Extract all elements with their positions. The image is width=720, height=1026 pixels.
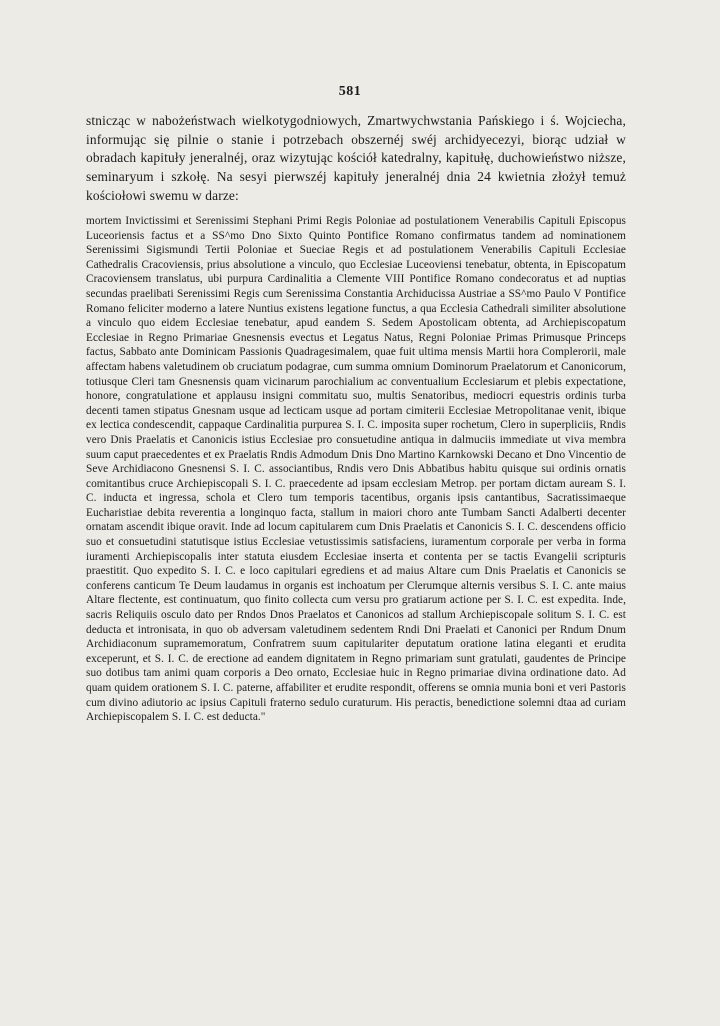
page-number: 581 (338, 84, 362, 99)
quote-text: mortem Invictissimi et Serenissimi Stephani Primi Regis Poloniae ad postulationem Venerabilis Capituli Episcopus Luceoriensis factus et a SS^mo Dno Sixto Quinto Pontifice Romano confirmatus tandem ad nominationem Serenissimi Sigismundi Tertii Poloniae et Sueciae Regis et ad postulationem Venerabilis Capituli Ecclesiae Cathedralis Cracoviensis, prius absolutione a vinculo, quo Ecclesiae Luceoviensi tenebatur, obtenta, in Episcopatum Cracoviensem translatus, ubi purpura Cardinalitia a Clemente VIII Pontifice Romano condecoratus et ad nuptias secundas praelibati Serenissimi Regis cum Serenissima Constantia Archiducissa Austriae a SS^mo Paulo V Pontifice Romano feliciter moderno a latere Nuntius existens legatione functus, a qua Ecclesia Cathedrali similiter absolutione a vinculo quo eidem Ecclesiae tenebatur, apud eandem S. Sedem Apostolicam obtenta, ad Archiepiscopatum Ecclesiae in Regno Primariae Gnesnensis evectus et Legatus Natus, Regni Poloniae Primas Primusque Princeps factus, Sabbato ante Dominicam Passionis Quadragesimalem, quae fuit ultima mensis Martii hora Complerorii, male affectam habens valetudinem ob cruciatum podagrae, cum summa omnium Dominorum Praelatorum et Canonicorum, totiusque Cleri tam Gnesnensis quam vicinarum parochialium ac conventualium Ecclesiarum et plebis expectatione, honore, congratulatione et applausu insigni commitatu suo, multis Senatoribus, mediocri equestris ordinis turba decenti tamen stipatus Gnesnam usque ad lecticam usque ad portam cimiterii Ecclesiae Metropolitanae venit, ibique ex lectica condescendit, cappaque Cardinalitia purpurea S. I. C. imposita super rochetum, Clero in superpliciis, Rndis vero Dnis Praelatis et Canonicis istius Ecclesiae pro consuetudine antiqua in dalmuciis immediate ut viva membra suum caput praecedentes et ex Praelatis Rndis Admodum Dnis Dno Martino Karnkowski Decano et Dno Vincentio de Seve Archidiacono Gnesnensi S. I. C. associantibus, Rndis vero Dnis Abbatibus habitu quisque sui ordinis ornatis comitantibus cruce Archiepiscopali S. I. C. praecedente ad ipsam ecclesiam Metrop. per portam dictam auream S. I. C. inducta et ingressa, schola et Clero tum temporis tacentibus, organis ipsis cantantibus, Sacratissimaeque Eucharistiae debita reverentia a longinquo facta, stallum in maiori choro ante Tumbam Sancti Adalberti decenter ornatam ascendit ibique oravit. Inde ad locum capitularem cum Dnis Praelatis et Canonicis S. I. C. descendens officio suo et consuetudini statutisque istius Ecclesiae vetustissimis satisfaciens, iuramentum corporale per verba in forma iuramenti Archiepiscopalis inter statuta eiusdem Ecclesiae inserta et contenta per se tactis Evangelii scripturis praestitit. Quo expedito S. I. C. e loco capitulari egrediens et ad maius Altare cum Dnis Praelatis et Canonicis se conferens canticum Te Deum laudamus in organis est inchoatum per Clerumque alternis versibus S. I. C. ante maius Altare flectente, est continuatum, quo finito collecta cum versu pro gratiarum actione per S. I. C. est expedita. Inde, sacris Reliquiis osculo dato per Rndos Dnos Praelatos et Canonicos ad stallum Archiepiscopale solitum S. I. C. est deducta et intronisata, in quo ob adversam valetudinem sedentem Rndi Dni Praelati et Canonici per Rndum Dnum Archidiaconum supramemoratum, Confratrem suum capitulariter deputatum oratione latina eleganti et erudita exceperunt, et S. I. C. de erectione ad eandem dignitatem in Regno primariam sunt gratulati, gaudentes de Principe suo dotibus tam animi quam corporis a Deo ornato, Ecclesiae huic in Regno primariae divina ordinatione dato. Ad quam quidem orationem S. I. C. paterne, affabiliter et erudite respondit, offerens se omnia munia boni et veri Pastoris cum divino adiutorio ac ipsius Capituli fraterno sedulo curaturum. His peractis, benedictione solemni dtaa ad curiam Archiepiscopalem S. I. C. est deducta." (86, 215, 626, 724)
intro-paragraph (86, 112, 626, 206)
intro-text: stnicząc w nabożeństwach wielkotygodniowych, Zmartwychwstania Pańskiego i ś. Wojciecha, informując się pilnie o stanie i potrzebach obszernéj swéj archidyecezyi, biorąc udział w obradach kapituły jeneralnéj, oraz wizytując kościół katedralny, kapitułę, duchowieństwo niższe, seminaryum i szkołę. Na sesyi pierwszéj kapituły jeneralnéj dnia 24 kwietnia złożył temuż kościołowi swemu w darze: (86, 113, 626, 203)
latin-quotation (86, 214, 626, 725)
